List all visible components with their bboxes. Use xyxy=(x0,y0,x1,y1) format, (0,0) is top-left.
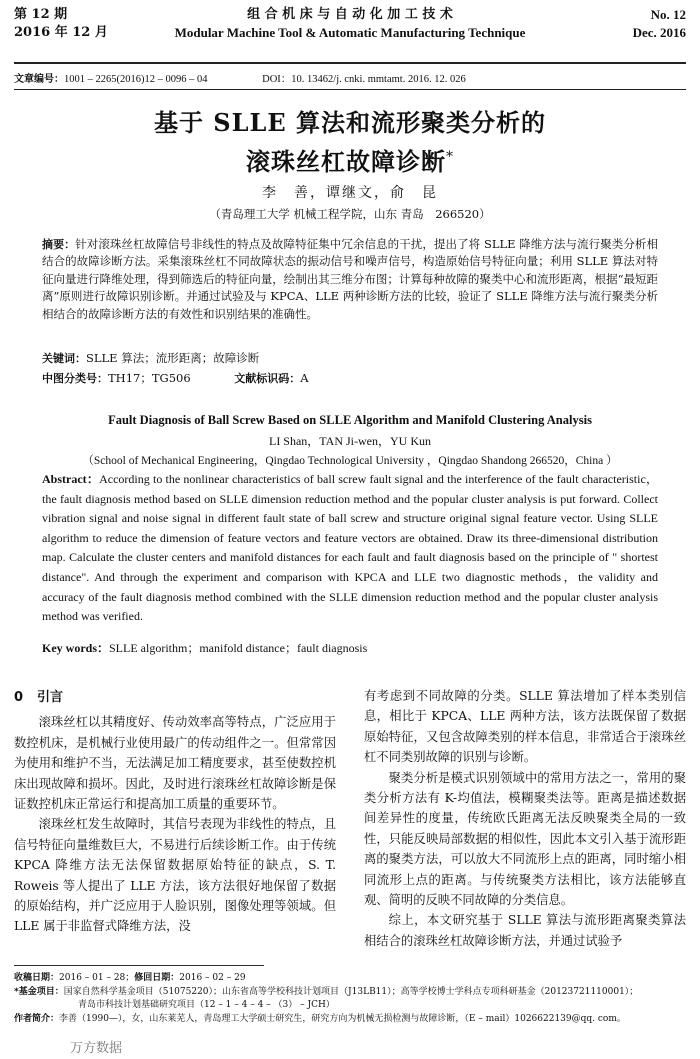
running-header xyxy=(14,6,686,62)
paragraph: 滚珠丝杠以其精度好、传动效率高等特点，广泛应用于数控机床，是机械行业使用最广的传动组件之一。但常常因为使用和维护不当，无法满足加工精度要求，甚至使数控机床出现故障和损坏。因此，及时进行滚珠丝杠故障诊断是保证数控机床正常运行和提高加工质量的重要环节。 xyxy=(14,715,336,812)
affiliation: （青岛理工大学 机械工程学院，山东 青岛 266520） xyxy=(209,207,491,221)
english-authors: LI Shan，TAN Ji-wen，YU Kun xyxy=(268,434,432,448)
english-keywords-label: Key words： xyxy=(42,641,109,655)
fund-line-1: 国家自然科学基金项目（51075220）；山东省高等学校科技计划项目（J13LB11）；高等学校博士学科点专项科研基金（20123721110001）； xyxy=(63,986,639,997)
fund-line-2: 青岛市科技计划基础研究项目（12 – 1 – 4 – 4 – （3） – JCH） xyxy=(78,1000,335,1010)
title-line-2: 滚珠丝杠故障诊断 xyxy=(246,147,446,176)
body-column-right xyxy=(364,686,686,951)
meta-rule xyxy=(14,89,686,90)
header-right xyxy=(633,6,686,42)
issue-en: No. 12 xyxy=(650,7,686,22)
article-no: 1001 – 2265(2016)12 – 0096 – 04 xyxy=(64,74,208,85)
author-bio: 李善（1990—），女，山东莱芜人，青岛理工大学硕士研究生，研究方向为机械无损检测与故障诊断，（E – mail）1026622139@qq. com。 xyxy=(59,1013,626,1024)
paragraph: 聚类分析是模式识别领域中的常用方法之一，常用的聚类分析方法有 K-均值法，模糊聚类法等。距离是描述数据间差异性的度量，传统欧氏距离无法反映聚类全局的一致性，只能反映局部数据的相似性，因此本文引入基于流形距离的聚类方法，可以放大不同流形上点的距离，同时缩小相同流形上点的距离。与传统聚类方法相比，该方法能够直观、简明的反映不同故障的分类信息。 xyxy=(364,770,686,908)
english-keywords-text: SLLE algorithm；manifold distance；fault diagnosis xyxy=(109,641,368,655)
abstract-cn xyxy=(42,236,658,323)
journal-name-cn: 组 合 机 床 与 自 动 化 加 工 技 术 xyxy=(247,7,453,22)
abstract-cn-label: 摘要： xyxy=(42,238,76,251)
title-line-1: 基于 SLLE 算法和流形聚类分析的 xyxy=(153,108,547,137)
revised-label: 修回日期： xyxy=(134,973,180,983)
english-abstract-label: Abstract： xyxy=(42,472,100,486)
header-rule xyxy=(14,62,686,64)
abstract-cn-text: 针对滚珠丝杠故障信号非线性的特点及故障特征集中冗余信息的干扰，提出了将 SLLE 降维方法与流行聚类分析相结合的故障诊断方法。采集滚珠丝杠不同故障状态的振动信号和噪声信号，构造原始信号特征向量；利用 SLLE 算法对特征向量进行降维处理，得到筛选后的特征向量，绘制出其三维分布图；计算每种故障的聚类中心和流形距离，根据“最短距离”原则进行故障识别诊断。并通过试验及与 KPCA、LLE 两种诊断方法的比较，验证了 SLLE 降维方法与流行聚类分析相结合的故障诊断方法的有效性和识别结果的准确性。 xyxy=(42,237,658,321)
section-title: 引言 xyxy=(37,690,64,705)
issue-cn: 第 12 期 xyxy=(14,7,68,22)
classification xyxy=(42,369,658,388)
doc-code-label: 文献标识码： xyxy=(234,372,301,385)
body-column-left xyxy=(14,686,336,937)
section-number: 0 xyxy=(14,690,24,705)
english-keywords xyxy=(42,639,658,656)
article-title xyxy=(0,106,700,179)
keywords-cn-label: 关键词： xyxy=(42,352,86,365)
english-abstract xyxy=(42,470,658,627)
doc-code-value: A xyxy=(300,371,309,385)
date-cn: 2016 年 12 月 xyxy=(14,25,108,40)
received-date: 2016 – 01 – 28； xyxy=(59,973,135,983)
paragraph: 滚珠丝杠发生故障时，其信号表现为非线性的特点，且信号特征向量维数巨大，不易进行后续诊断工作。由于传统 KPCA 降维方法无法保留数据原始特征的缺点，S. T. Roweis 等人提出了 LLE 方法，该方法很好地保留了数据的原始结构，并广泛应用于人脸识别，图像处理等领域。但 LLE 属于非监督式降维方法，没 xyxy=(14,817,336,934)
footnote-dates xyxy=(14,972,686,986)
paragraph: 综上，本文研究基于 SLLE 算法与流形距离聚类算法相结合的滚珠丝杠故障诊断方法，并通过试验予 xyxy=(364,913,686,948)
fund-label: *基金项目： xyxy=(14,986,64,997)
footnotes xyxy=(14,972,686,1026)
paragraph: 有考虑到不同故障的分类。SLLE 算法增加了样本类别信息，相比于 KPCA、LLE 两种方法，该方法既保留了数据原始特征，又包含故障类别的样本信息，非常适合于滚珠丝杠不同类别故障的识别与诊断。 xyxy=(364,689,686,765)
author-bio-label: 作者简介： xyxy=(14,1013,60,1024)
footnote-rule xyxy=(14,965,264,966)
date-en: Dec. 2016 xyxy=(632,25,686,40)
english-abstract-text: According to the nonlinear characteristics of ball screw fault signal and the interference of the fault characteristic，the fault diagnosis method based on SLLE dimension reduction method and the popular cluster analysis is put forward. Collect vibration signal and noise signal in different fault state of ball screw and structure original signal feature vector. Using SLLE algorithm to reduce the dimension of feature vectors and feature vectors are obtained. Draw its three-dimensional distribution map. Calculate the cluster centers and manifold distances for each fault and fault diagnosis based on the principle of " shortest distance". And through the experiment and comparison with KPCA and LLE two diagnostic methods，the validity and accuracy of the fault diagnosis method combined with the SLLE dimension reduction method and the popular cluster analysis method was verified. xyxy=(42,472,658,624)
keywords-cn-text: SLLE 算法；流形距离；故障诊断 xyxy=(86,351,260,365)
title-footnote-mark: * xyxy=(446,149,454,165)
watermark: 万方数据 xyxy=(70,1041,123,1056)
authors: 李 善，谭继文，俞 昆 xyxy=(262,185,438,201)
doi: DOI：10. 13462/j. cnki. mmtamt. 2016. 12. 026 xyxy=(262,74,466,85)
article-meta xyxy=(14,70,466,86)
clc-value: TH17；TG506 xyxy=(108,371,191,385)
english-title: Fault Diagnosis of Ball Screw Based on SLLE Algorithm and Manifold Clustering Analysis xyxy=(108,413,592,427)
received-label: 收稿日期： xyxy=(14,973,60,983)
revised-date: 2016 – 02 – 29 xyxy=(179,973,246,983)
article-no-label: 文章编号： xyxy=(14,74,64,85)
english-affiliation: （School of Mechanical Engineering，Qingdao Technological University ，Qingdao Shandong 266520，China ） xyxy=(82,455,618,467)
keywords-cn xyxy=(42,349,658,368)
section-heading xyxy=(14,688,336,708)
header-center xyxy=(14,6,686,42)
footnote-fund xyxy=(14,986,686,1000)
journal-name-en: Modular Machine Tool & Automatic Manufacturing Technique xyxy=(174,25,526,40)
clc-label: 中图分类号： xyxy=(42,372,108,385)
footnote-author xyxy=(14,1013,686,1027)
